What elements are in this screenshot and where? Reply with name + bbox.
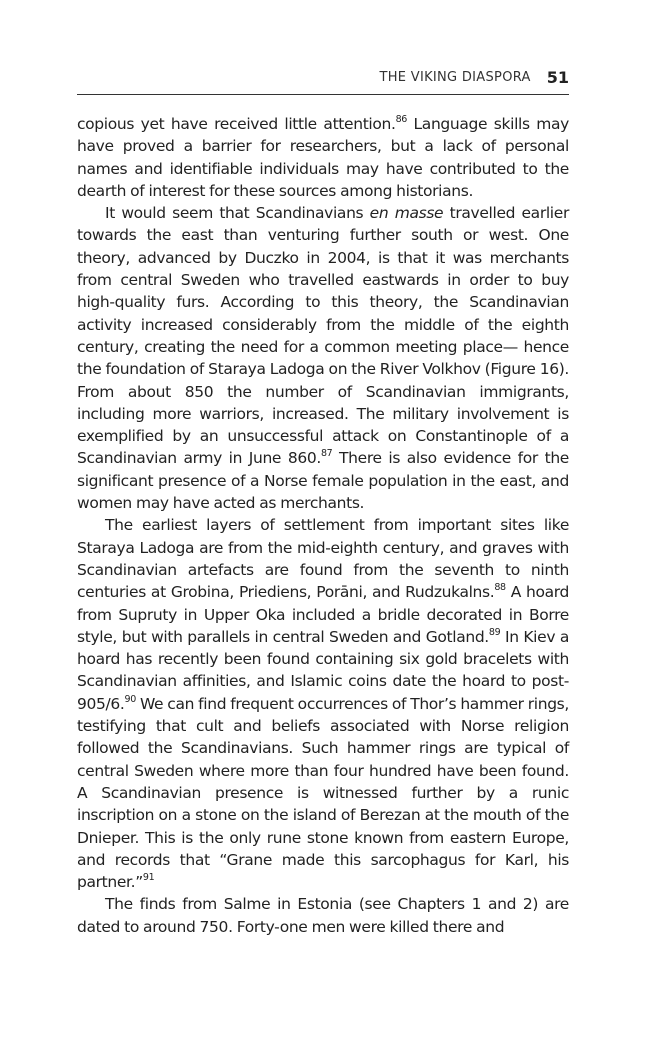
footnote-ref-86[interactable]: 86 [395,113,407,125]
body-text [77,113,569,938]
footnote-ref-90[interactable]: 90 [124,693,136,705]
footnote-ref-87[interactable]: 87 [320,448,333,460]
running-head [77,60,569,95]
text-run: It would seem that Scandinavians [105,204,370,223]
text-run: A hoard from Supruty in Upper Oka included a bridle decorated in Borre style, but with parallels in central Sweden and Gotland. [77,583,569,646]
text-run: There is also evidence for the significant presence of a Norse female population in the east, and women may have acted as merchants. [77,449,569,513]
text-run: copious yet have received little attention. [77,115,396,133]
page-number: 51 [546,67,569,87]
paragraph-4 [77,893,569,938]
text-run: In Kiev a hoard has recently been found containing six gold bracelets with Scandinavian affinities, and Islamic coins date the hoard to post-905/6. [77,627,569,713]
footnote-ref-89[interactable]: 89 [488,626,501,638]
text-run: Language skills may have proved a barrier for researchers, but a lack of personal names and identifiable individuals may have contributed to the dearth of interest for these sources among historians. [77,115,569,200]
text-run: The earliest layers of settlement from important sites like Staraya Ladoga are from the mid-eighth century, and graves with Scandinavian artefacts are found from the seventh to ninth centuries at Grobina, Priediens, Porāni, and Rudzukalns. [77,516,569,602]
book-page [77,60,569,938]
emphasis-en-masse: en masse [369,204,444,223]
footnote-ref-88[interactable]: 88 [494,582,506,594]
text-run: The finds from Salme in Estonia (see Chapters 1 and 2) are dated to around 750. Forty-one men were killed there and [77,895,569,936]
footnote-ref-91[interactable]: 91 [142,871,155,883]
paragraph-3 [77,514,569,893]
text-run: We can find frequent occurrences of Thor’s hammer rings, testifying that cult and beliefs associated with Norse religion followed the Scandinavians. Such hammer rings are typical of central Sweden where more than four hundred have been found. A Scandinavian presence is witnessed further by a runic inscription on a stone on the island of Berezan at the mouth of the Dnieper. This is the only rune stone known from eastern Europe, and records that “Grane made this sarcophagus for Karl, his partner.” [77,694,569,892]
text-run: travelled earlier towards the east than venturing further south or west. One theory, advanced by Duczko in 2004, is that it was merchants from central Sweden who travelled eastwards in order to buy high-quality furs. According to this theory, the Scandinavian activity increased considerably from the middle of the eighth century, creating the need for a common meeting place— hence the foundation of Staraya Ladoga on the River Volkhov (Figure 16). From about 850 the number of Scandinavian immigrants, including more warriors, increased. The military involvement is exemplified by an unsuccessful attack on Constantinople of a Scandinavian army in June 860. [77,204,569,468]
running-title: THE VIKING DIASPORA [379,69,531,85]
paragraph-1 [77,113,569,202]
paragraph-2 [77,202,569,514]
